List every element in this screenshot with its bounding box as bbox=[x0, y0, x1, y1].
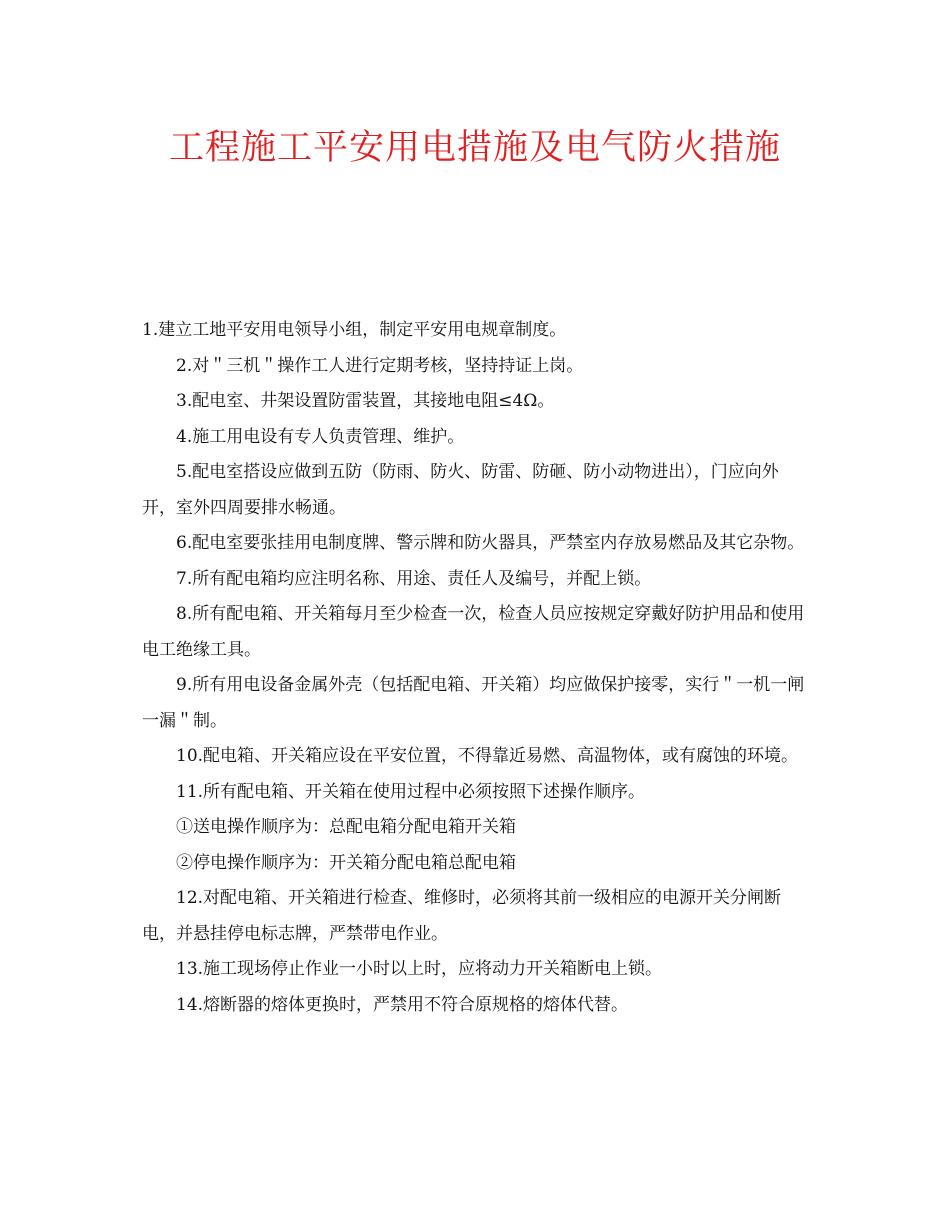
paragraph-2: 2.对＂三机＂操作工人进行定期考核，坚持持证上岗。 bbox=[176, 355, 584, 376]
procedure-step-power-off: ②停电操作顺序为：开关箱分配电箱总配电箱 bbox=[176, 852, 516, 873]
paragraph-7: 7.所有配电箱均应注明名称、用途、责任人及编号，并配上锁。 bbox=[176, 568, 652, 589]
paragraph-5: 5.配电室搭设应做到五防（防雨、防火、防雷、防砸、防小动物进出），门应向外开，室外四周要排水畅通。 bbox=[142, 462, 779, 518]
paragraph-13: 13.施工现场停止作业一小时以上时，应将动力开关箱断电上锁。 bbox=[176, 959, 663, 979]
paragraph-8: 8.所有配电箱、开关箱每月至少检查一次，检查人员应按规定穿戴好防护用品和使用电工绝缘工具。 bbox=[142, 604, 805, 660]
document-title: 工程施工平安用电措施及电气防火措施 bbox=[168, 128, 781, 168]
paragraph-4: 4.施工用电设有专人负责管理、维护。 bbox=[176, 426, 465, 447]
paragraph-11: 11.所有配电箱、开关箱在使用过程中必须按照下述操作顺序。 bbox=[176, 781, 646, 802]
paragraph-3: 3.配电室、井架设置防雷装置，其接地电阻≤4Ω。 bbox=[176, 391, 555, 411]
paragraph-6: 6.配电室要张挂用电制度牌、警示牌和防火器具，严禁室内存放易燃品及其它杂物。 bbox=[176, 533, 805, 553]
document-body bbox=[142, 313, 810, 1023]
paragraph-10: 10.配电箱、开关箱应设在平安位置，不得靠近易燃、高温物体，或有腐蚀的环境。 bbox=[176, 746, 799, 766]
paragraph-12: 12.对配电箱、开关箱进行检查、维修时，必须将其前一级相应的电源开关分闸断电，并悬挂停电标志牌，严禁带电作业。 bbox=[142, 888, 782, 944]
procedure-step-power-on: ①送电操作顺序为：总配电箱分配电箱开关箱 bbox=[176, 817, 516, 837]
paragraph-9: 9.所有用电设备金属外壳（包括配电箱、开关箱）均应做保护接零，实行＂一机一闸一漏＂制。 bbox=[142, 675, 805, 731]
paragraph-1: 1.建立工地平安用电领导小组，制定平安用电规章制度。 bbox=[142, 320, 567, 340]
paragraph-14: 14.熔断器的熔体更换时，严禁用不符合原规格的熔体代替。 bbox=[176, 994, 629, 1015]
